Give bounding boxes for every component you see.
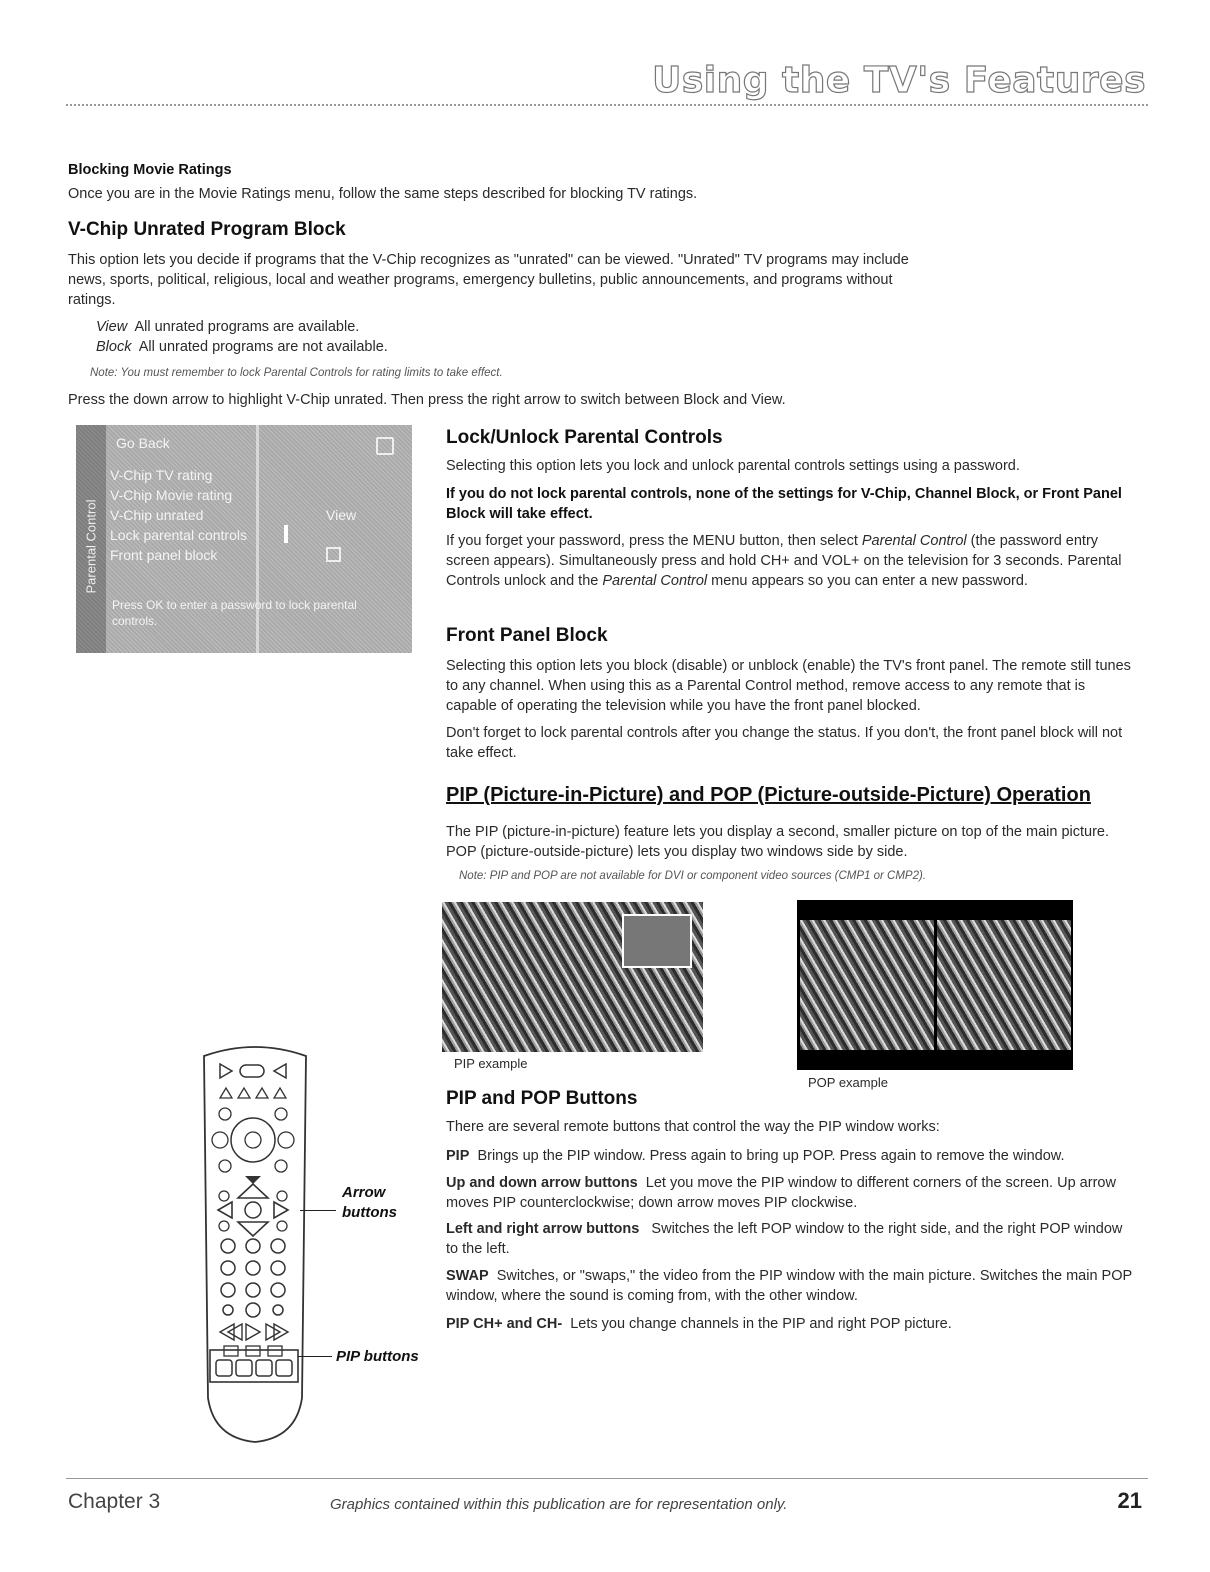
remote-control-illustration [190,1038,320,1446]
vchip-press-instructions: Press the down arrow to highlight V-Chip unrated. Then press the right arrow to switch between Block and View. [68,392,786,408]
pop-example-image [797,900,1073,1070]
pip-caption: PIP example [454,1056,528,1071]
pip-button-item [446,1219,1136,1259]
button-desc: Lets you change channels in the PIP and right POP picture. [570,1316,952,1332]
pip-button-item [446,1173,1136,1213]
arrow-callout-line [300,1210,336,1211]
footer-disclaimer: Graphics contained within this publication are for representation only. [330,1496,788,1513]
vchip-note: Note: You must remember to lock Parental Controls for rating limits to take effect. [90,367,503,379]
menu-item-vchip-tv[interactable]: V-Chip TV rating [110,467,213,483]
pip-example-image [442,902,703,1052]
page-number: 21 [1117,1488,1142,1513]
pip-heading: PIP (Picture-in-Picture) and POP (Picture-outside-Picture) Operation [446,784,1091,806]
lock-text-3b: (the password entry screen appears). Simultaneously press and hold CH+ and VOL+ on the television for 3 seconds. Parental Controls unlock and the [446,533,1122,589]
button-term: PIP CH+ and CH- [446,1316,563,1332]
parental-control-menu-screenshot [76,425,412,653]
lock-heading: Lock/Unlock Parental Controls [446,427,723,448]
pip-note: Note: PIP and POP are not available for DVI or component video sources (CMP1 or CMP2). [459,870,927,882]
lock-indicator-icon [284,525,288,543]
pop-caption: POP example [808,1075,888,1090]
vchip-option-block [96,337,388,357]
pip-buttons-intro: There are several remote buttons that control the way the PIP window works: [446,1119,940,1135]
button-desc: Brings up the PIP window. Press again to bring up POP. Press again to remove the window. [477,1148,1065,1164]
header-divider [66,104,1148,106]
button-term: Left and right arrow buttons [446,1221,640,1237]
pip-button-item [446,1314,1136,1334]
menu-item-vchip-unrated[interactable]: V-Chip unrated [110,507,204,523]
lock-text-3a: If you forget your password, press the MENU button, then select [446,533,862,549]
menu-item-vchip-movie[interactable]: V-Chip Movie rating [110,487,233,503]
pip-buttons-heading: PIP and POP Buttons [446,1088,638,1109]
option-desc: All unrated programs are available. [134,319,360,335]
lock-text-3c: menu appears so you can enter a new password. [707,573,1028,589]
option-term: Block [96,339,132,355]
menu-item-front-panel[interactable]: Front panel block [110,547,218,563]
vchip-option-view [96,317,359,337]
parental-control-term: Parental Control [602,573,708,589]
menu-item-go-back[interactable]: Go Back [116,435,170,451]
button-term: Up and down arrow buttons [446,1175,638,1191]
button-term: PIP [446,1148,470,1164]
front-panel-text-1: Selecting this option lets you block (disable) or unblock (enable) the TV's front panel. The remote still tunes to any channel. When using this as a Parental Control method, remove access to any remote that is capable of operating the television while you have the front panel blocked. [446,658,1131,714]
option-desc: All unrated programs are not available. [138,339,388,355]
footer-divider [66,1478,1148,1479]
front-panel-heading: Front Panel Block [446,625,608,646]
menu-value-unrated: View [326,507,357,523]
pip-callout-line [298,1356,332,1357]
front-panel-text-2: Don't forget to lock parental controls after you change the status. If you don't, the front panel block will not take effect. [446,725,1123,761]
pip-buttons-label: PIP buttons [336,1348,419,1365]
button-term: SWAP [446,1268,489,1284]
menu-hint: Press OK to enter a password to lock parental controls. [112,598,357,628]
lock-icon [376,437,394,455]
menu-item-lock-controls[interactable]: Lock parental controls [110,527,247,543]
pip-text: The PIP (picture-in-picture) feature lets you display a second, smaller picture on top of the main picture. POP (picture-outside-picture) lets you display two windows side by side. [446,824,1110,860]
pip-inset-window [622,914,692,968]
lock-text-3 [446,531,1136,591]
button-desc: Switches the left POP window to the right side, and the right POP window to the left. [446,1221,1123,1257]
arrow-label-line1: Arrow [342,1184,386,1201]
pop-left-window [800,920,934,1050]
option-term: View [96,319,128,335]
footer-chapter: Chapter 3 [68,1490,161,1513]
page-header-title: Using the TV's Features [652,60,1146,101]
parental-control-term: Parental Control [861,533,967,549]
button-desc: Let you move the PIP window to different corners of the screen. Up arrow moves PIP counterclockwise; down arrow moves PIP clockwise. [446,1175,1116,1211]
menu-side-label: Parental Control [83,499,99,594]
button-desc: Switches, or "swaps," the video from the PIP window with the main picture. Switches the main POP window, where the sound is coming from, with the other window. [446,1268,1132,1304]
blocking-movie-text: Once you are in the Movie Ratings menu, follow the same steps described for blocking TV ratings. [68,186,698,202]
checkbox-icon[interactable] [326,547,341,562]
pip-button-item [446,1146,1136,1166]
vchip-heading: V-Chip Unrated Program Block [68,219,346,240]
blocking-movie-heading: Blocking Movie Ratings [68,162,232,178]
vchip-text: This option lets you decide if programs that the V-Chip recognizes as "unrated" can be viewed. "Unrated" TV programs may include news, sports, political, religious, local and weather programs, emergency bulletins, public announcements, and programs without ratings. [68,252,909,308]
pop-right-window [937,920,1071,1050]
pip-button-item [446,1266,1136,1306]
arrow-label-line2: buttons [342,1204,397,1221]
lock-text-2: If you do not lock parental controls, none of the settings for V-Chip, Channel Block, or Front Panel Block will take effect. [446,486,1122,522]
lock-text-1: Selecting this option lets you lock and unlock parental controls settings using a password. [446,458,1020,474]
